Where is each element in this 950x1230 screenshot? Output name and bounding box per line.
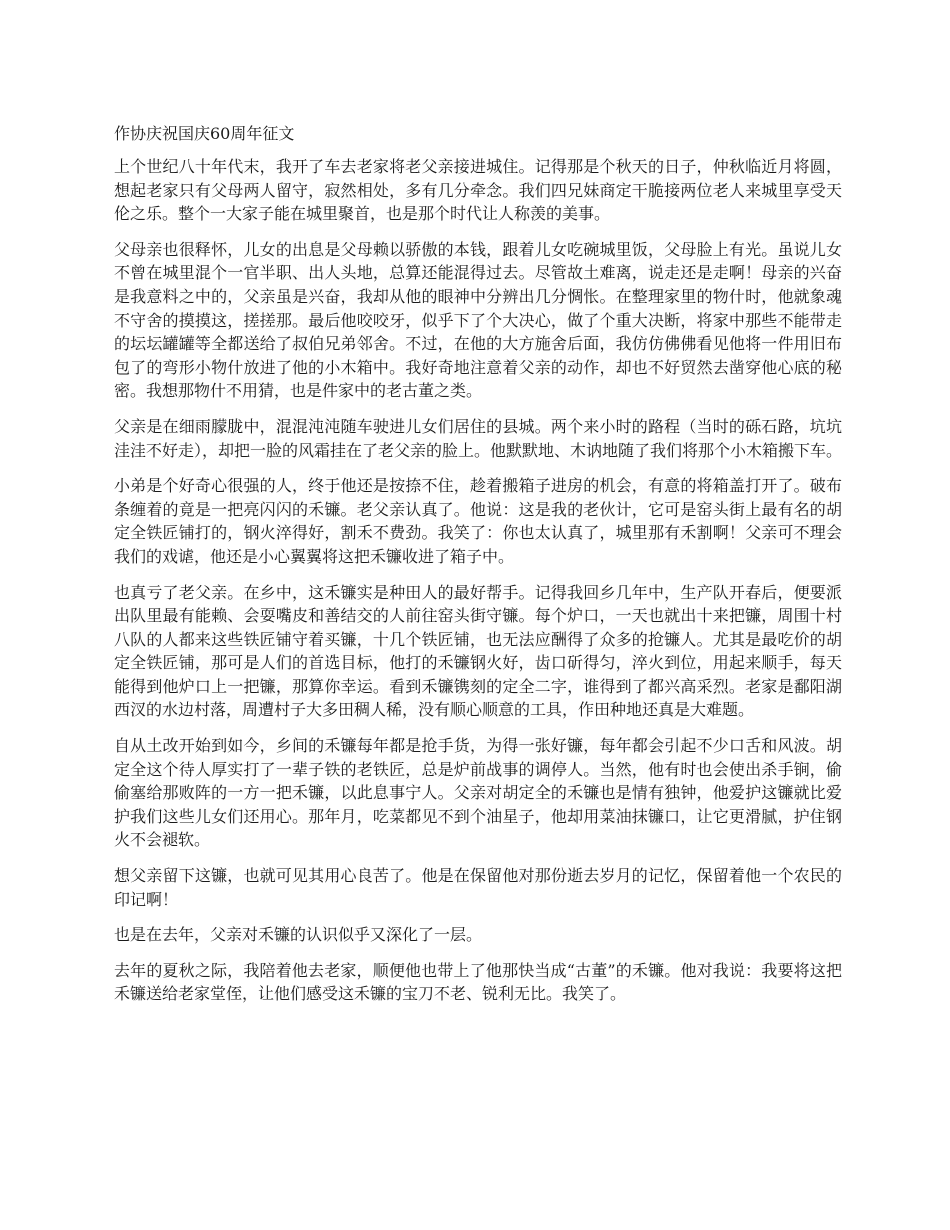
paragraph-9: 去年的夏秋之际，我陪着他去老家，顺便他也带上了他那快当成“古董”的禾镰。他对我说：我要将这把禾镰送给老家堂侄，让他们感受这禾镰的宝刀不老、锐利无比。我笑了。 <box>114 960 842 1004</box>
paragraph-6: 自从土改开始到如今，乡间的禾镰每年都是抢手货，为得一张好镰，每年都会引起不少口舌和风波。胡定全这个待人厚实打了一辈子铁的老铁匠，总是炉前战事的调停人。当然，他有时也会使出杀手锏，偷偷塞给那败阵的一方一把禾镰，以此息事宁人。父亲对胡定全的禾镰也是情有独钟，他爱护这镰就比爱护我们这些儿女们还用心。那年月，吃菜都见不到个油星子，他却用菜油抹镰口，让它更滑腻，护住钢火不会褪软。 <box>114 736 842 850</box>
paragraph-7: 想父亲留下这镰，也就可见其用心良苦了。他是在保留他对那份逝去岁月的记忆，保留着他一个农民的印记啊！ <box>114 866 842 909</box>
document-title: 作协庆祝国庆60周年征文 <box>114 124 295 143</box>
paragraph-8: 也是在去年，父亲对禾镰的认识似乎又深化了一层。 <box>114 925 483 945</box>
paragraph-5: 也真亏了老父亲。在乡中，这禾镰实是种田人的最好帮手。记得我回乡几年中，生产队开春后，便要派出队里最有能赖、会耍嘴皮和善结交的人前往窑头街守镰。每个炉口，一天也就出十来把镰，周围十村八队的人都来这些铁匠铺守着买镰，十几个铁匠铺，也无法应酬得了众多的抢镰人。尤其是最吃价的胡定全铁匠铺，那可是人们的首选目标，他打的禾镰钢火好，齿口斫得匀，淬火到位，用起来顺手，每天能得到他炉口上一把镰，那算你幸运。看到禾镰镌刻的定全二字，谁得到了都兴高采烈。老家是鄱阳湖西汊的水边村落，周遭村子大多田稠人稀，没有顺心顺意的工具，作田种地还真是大难题。 <box>114 582 842 720</box>
paragraph-4: 小弟是个好奇心很强的人，终于他还是按捺不住，趁着搬箱子进房的机会，有意的将箱盖打开了。破布条缠着的竟是一把亮闪闪的禾镰。老父亲认真了。他说：这是我的老伙计，它可是窑头街上最有名的胡定全铁匠铺打的，钢火淬得好，割禾不费劲。我笑了：你也太认真了，城里那有禾割啊！父亲可不理会我们的戏谑，他还是小心翼翼将这把禾镰收进了箱子中。 <box>114 476 842 566</box>
paragraph-3: 父亲是在细雨朦胧中，混混沌沌随车驶进儿女们居住的县城。两个来小时的路程（当时的砾石路，坑坑洼洼不好走），却把一脸的风霜挂在了老父亲的脸上。他默默地、木讷地随了我们将那个小木箱搬下车。 <box>114 416 843 460</box>
document-page <box>114 121 842 1018</box>
paragraph-1: 上个世纪八十年代末，我开了车去老家将老父亲接进城住。记得那是个秋天的日子，仲秋临近月将圆，想起老家只有父母两人留守，寂然相处，多有几分牵念。我们四兄妹商定干脆接两位老人来城里享受天伦之乐。整个一大家子能在城里聚首，也是那个时代让人称羡的美事。 <box>114 157 842 224</box>
paragraph-2: 父母亲也很释怀，儿女的出息是父母赖以骄傲的本钱，跟着儿女吃碗城里饭，父母脸上有光。虽说儿女不曾在城里混个一官半职、出人头地，总算还能混得过去。尽管故土难离，说走还是走啊！母亲的兴奋是我意料之中的，父亲虽是兴奋，我却从他的眼神中分辨出几分惆怅。在整理家里的物什时，他就象魂不守舍的摸摸这，搓搓那。最后他咬咬牙，似乎下了个大决心，做了个重大决断，将家中那些不能带走的坛坛罐罐等全都送给了叔伯兄弟邻舍。不过，在他的大方施舍后面，我仿仿佛佛看见他将一件用旧布包了的弯形小物什放进了他的小木箱中。我好奇地注意着父亲的动作，却也不好贸然去凿穿他心底的秘密。我想那物什不用猜，也是件家中的老古董之类。 <box>114 239 842 401</box>
